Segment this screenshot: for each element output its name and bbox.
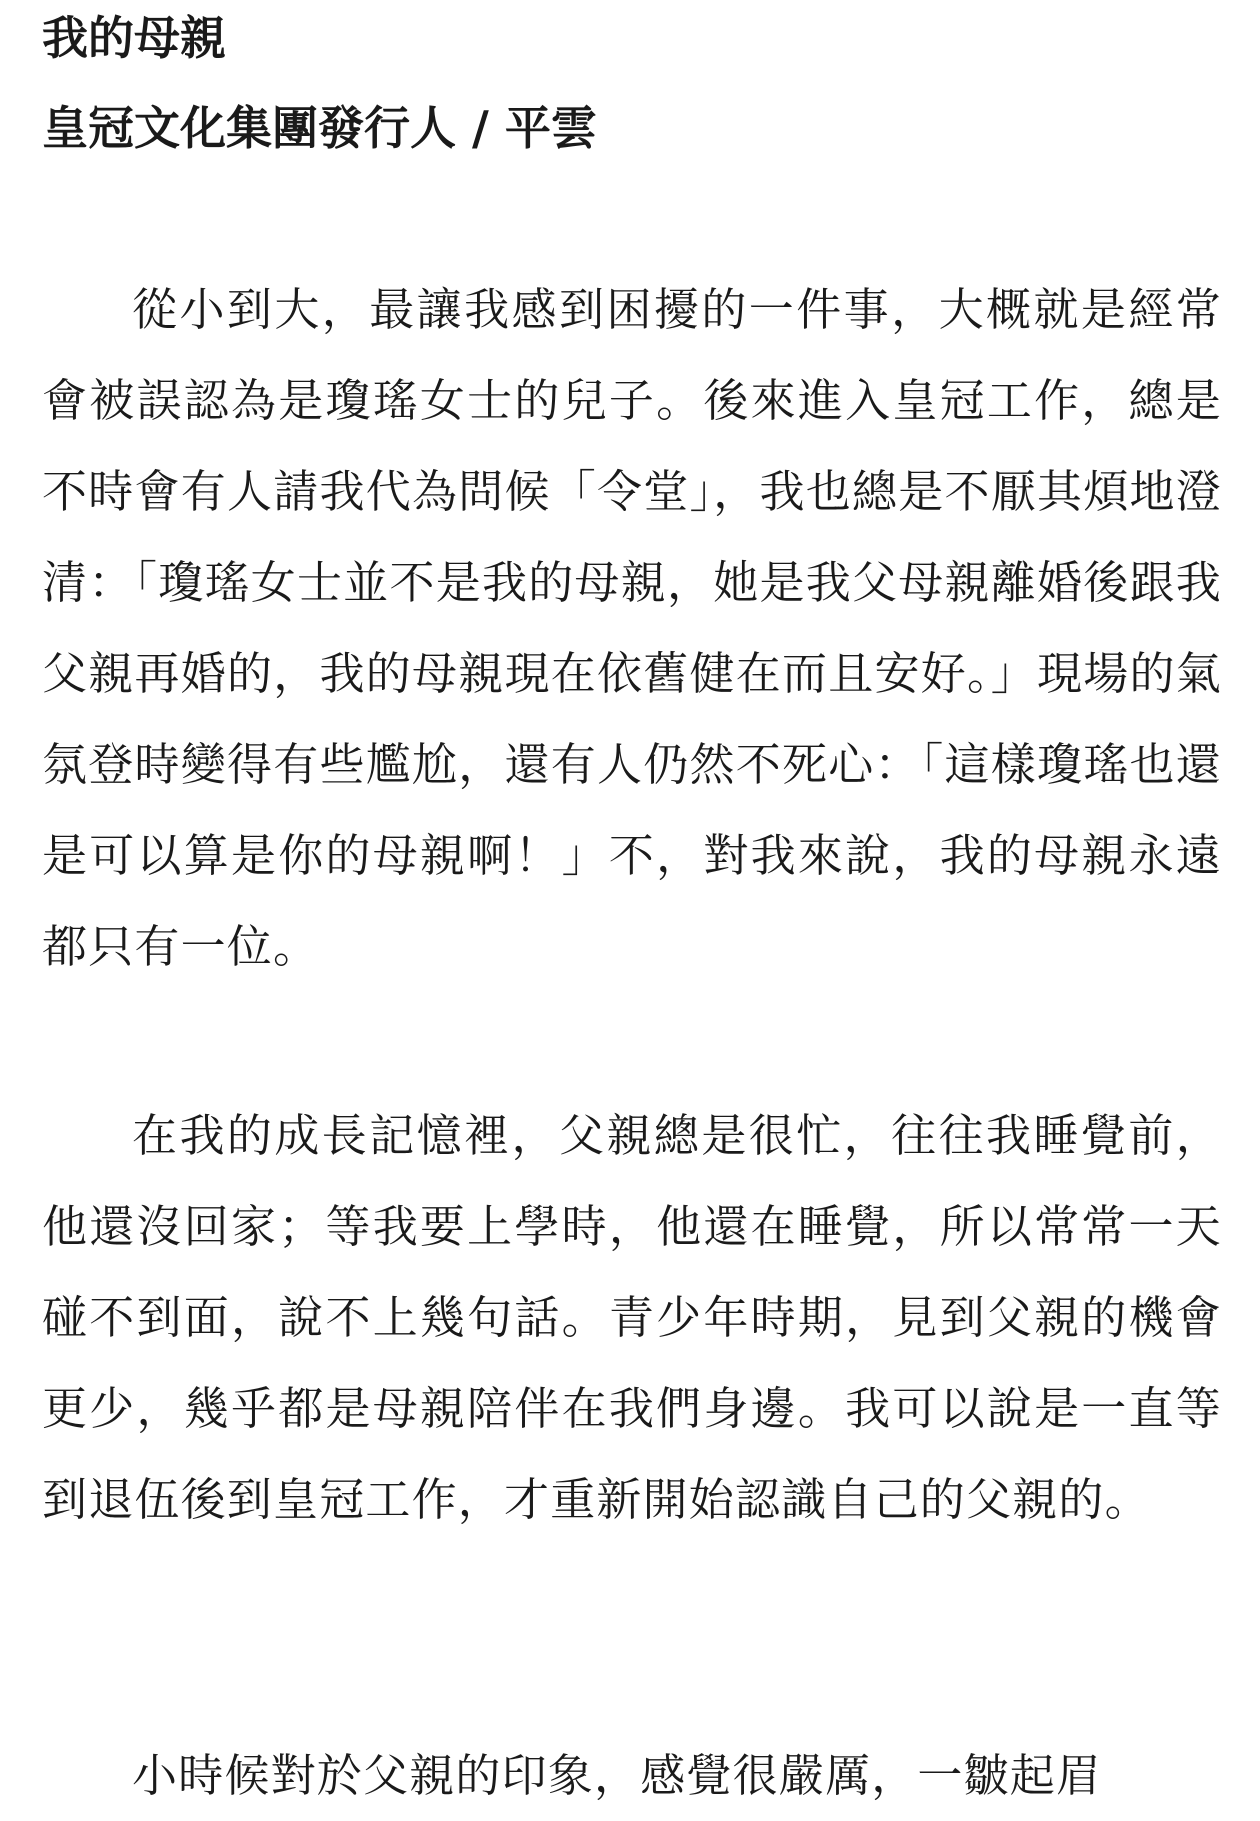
article-byline: 皇冠文化集團發行人 / 平雲 bbox=[42, 101, 597, 155]
paragraph: 從小到大，最讓我感到困擾的一件事，大概就是經常會被誤認為是瓊瑤女士的兒子。後來進入皇冠工作，總是不時會有人請我代為問候「令堂」，我也總是不厭其煩地澄清：「瓊瑤女士並不是我的母親，她是我父母親離婚後跟我父親再婚的，我的母親現在依舊健在而且安好。」現場的氣氛登時變得有些尷尬，還有人仍然不死心：「這樣瓊瑤也還是可以算是你的母親啊！」不，對我來說，我的母親永遠都只有一位。 bbox=[42, 283, 1222, 973]
paragraph: 小時候對於父親的印象，感覺很嚴厲，一皺起眉 bbox=[132, 1749, 1103, 1802]
paragraph: 在我的成長記憶裡，父親總是很忙，往往我睡覺前，他還沒回家；等我要上學時，他還在睡覺，所以常常一天碰不到面，說不上幾句話。青少年時期，見到父親的機會更少，幾乎都是母親陪伴在我們身邊。我可以說是一直等到退伍後到皇冠工作，才重新開始認識自己的父親的。 bbox=[42, 1109, 1222, 1526]
article-title: 我的母親 bbox=[42, 11, 226, 65]
